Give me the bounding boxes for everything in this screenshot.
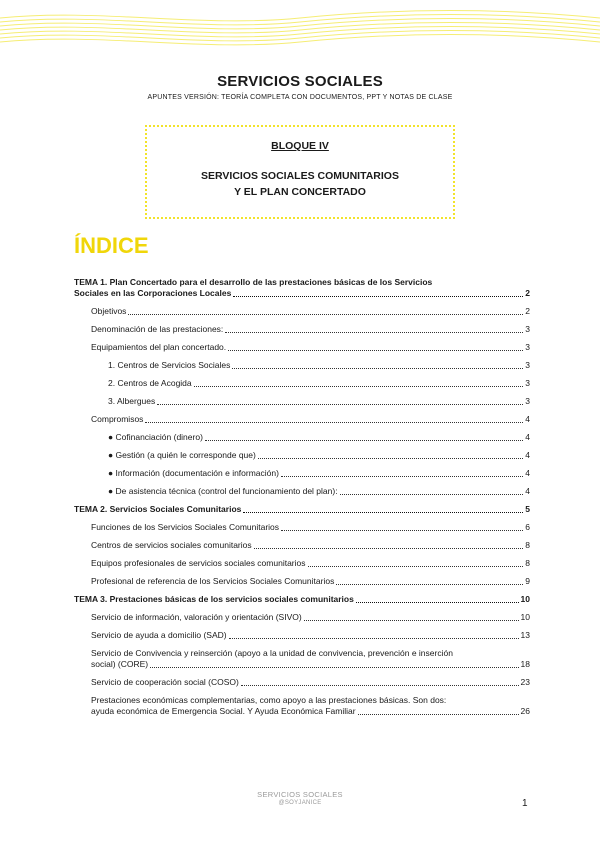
block-subtitle xyxy=(147,168,453,200)
toc-dot-leader xyxy=(229,638,519,639)
toc-entry-label: ● Gestión (a quién le corresponde que) xyxy=(108,450,256,460)
toc-page-number: 6 xyxy=(525,522,530,532)
toc-entry-label: ● Información (documentación e información) xyxy=(108,468,279,478)
toc-dot-leader xyxy=(194,386,524,387)
toc-page-number: 8 xyxy=(525,540,530,550)
toc-dot-leader xyxy=(232,368,523,369)
toc-dot-leader xyxy=(243,512,523,513)
toc-entry-centros-comunitarios[interactable] xyxy=(74,540,530,551)
toc-entry-label-line2: social) (CORE) xyxy=(91,659,149,669)
toc-entry-compromisos[interactable] xyxy=(74,414,530,425)
toc-dot-leader xyxy=(241,685,519,686)
toc-page-number: 8 xyxy=(525,558,530,568)
toc-page-number: 13 xyxy=(520,630,530,640)
toc-entry-informacion[interactable] xyxy=(74,468,530,479)
toc-entry-label: Objetivos xyxy=(91,306,127,316)
toc-page-number: 10 xyxy=(520,612,530,622)
toc-entry-label-line1: Servicio de Convivencia y reinserción (apoyo a la unidad de convivencia, prevención e inserción xyxy=(91,648,453,658)
toc-entry-tema3[interactable] xyxy=(74,594,530,605)
toc-entry-label: TEMA 3. Prestaciones básicas de los servicios sociales comunitarios xyxy=(74,594,354,604)
document-header xyxy=(0,73,600,101)
toc-entry-label: ● De asistencia técnica (control del funcionamiento del plan): xyxy=(108,486,338,496)
toc-dot-leader xyxy=(356,602,519,603)
toc-page-number: 3 xyxy=(525,360,530,370)
toc-dot-leader xyxy=(258,458,523,459)
toc-dot-leader xyxy=(358,714,519,715)
toc-entry-equipamientos[interactable] xyxy=(74,342,530,353)
toc-entry-label-line2: Sociales en las Corporaciones Locales xyxy=(74,288,232,298)
decorative-wave-header xyxy=(0,0,600,60)
toc-entry-label: Servicio de ayuda a domicilio (SAD) xyxy=(91,630,227,640)
block-heading: BLOQUE IV xyxy=(271,140,329,152)
toc-entry-label-line2: ayuda económica de Emergencia Social. Y Ayuda Económica Familiar xyxy=(91,706,356,716)
toc-entry-denominacion[interactable] xyxy=(74,324,530,335)
toc-entry-label: 1. Centros de Servicios Sociales xyxy=(108,360,231,370)
toc-entry-label: Equipamientos del plan concertado. xyxy=(91,342,227,352)
toc-dot-leader xyxy=(205,440,523,441)
toc-entry-cofinanciacion[interactable] xyxy=(74,432,530,443)
toc-dot-leader xyxy=(308,566,524,567)
toc-dot-leader xyxy=(128,314,523,315)
toc-entry-tema2[interactable] xyxy=(74,504,530,515)
toc-dot-leader xyxy=(228,350,523,351)
block-title-box xyxy=(145,125,455,219)
toc-page-number: 10 xyxy=(520,594,530,604)
toc-page-number: 2 xyxy=(525,288,530,298)
document-subtitle: APUNTES VERSIÓN: TEORÍA COMPLETA CON DOCUMENTOS, PPT Y NOTAS DE CLASE xyxy=(147,94,453,101)
toc-dot-leader xyxy=(304,620,519,621)
toc-entry-label: Compromisos xyxy=(91,414,144,424)
toc-dot-leader xyxy=(233,296,523,297)
toc-entry-label: Servicio de cooperación social (COSO) xyxy=(91,677,239,687)
toc-page-number: 3 xyxy=(525,324,530,334)
toc-entry-prestaciones[interactable] xyxy=(74,695,530,717)
page-footer xyxy=(0,790,600,806)
toc-entry-label: TEMA 2. Servicios Sociales Comunitarios xyxy=(74,504,242,514)
toc-entry-sad[interactable] xyxy=(74,630,530,641)
toc-entry-core[interactable] xyxy=(74,648,530,670)
toc-entry-funciones[interactable] xyxy=(74,522,530,533)
toc-page-number: 18 xyxy=(520,659,530,669)
footer-brand: SERVICIOS SOCIALES xyxy=(257,790,343,799)
toc-dot-leader xyxy=(336,584,523,585)
toc-entry-sivo[interactable] xyxy=(74,612,530,623)
toc-dot-leader xyxy=(145,422,523,423)
toc-entry-objetivos[interactable] xyxy=(74,306,530,317)
toc-page-number: 3 xyxy=(525,396,530,406)
index-heading: ÍNDICE xyxy=(74,233,149,258)
toc-page-number: 4 xyxy=(525,486,530,496)
toc-page-number: 2 xyxy=(525,306,530,316)
toc-page-number: 26 xyxy=(520,706,530,716)
toc-entry-coso[interactable] xyxy=(74,677,530,688)
toc-entry-label: 2. Centros de Acogida xyxy=(108,378,192,388)
toc-page-number: 4 xyxy=(525,468,530,478)
toc-entry-albergues[interactable] xyxy=(74,396,530,407)
toc-entry-label: Denominación de las prestaciones: xyxy=(91,324,224,334)
footer-username: @SOYJANICE xyxy=(278,800,322,806)
toc-entry-label-line1: Prestaciones económicas complementarias, como apoyo a las prestaciones básicas. Son dos: xyxy=(91,695,447,705)
block-subtitle-line2: Y EL PLAN CONCERTADO xyxy=(234,186,366,198)
toc-dot-leader xyxy=(225,332,523,333)
toc-entry-label: Equipos profesionales de servicios sociales comunitarios xyxy=(91,558,306,568)
toc-page-number: 4 xyxy=(525,414,530,424)
toc-dot-leader xyxy=(340,494,524,495)
toc-entry-label: ● Cofinanciación (dinero) xyxy=(108,432,203,442)
toc-page-number: 4 xyxy=(525,432,530,442)
toc-entry-label: 3. Albergues xyxy=(108,396,156,406)
toc-entry-gestion[interactable] xyxy=(74,450,530,461)
toc-dot-leader xyxy=(281,530,523,531)
toc-page-number: 3 xyxy=(525,342,530,352)
toc-page-number: 4 xyxy=(525,450,530,460)
toc-entry-label: Profesional de referencia de los Servicios Sociales Comunitarios xyxy=(91,576,335,586)
toc-page-number: 3 xyxy=(525,378,530,388)
toc-entry-tema1[interactable] xyxy=(74,277,530,299)
toc-page-number: 5 xyxy=(525,504,530,514)
toc-entry-label: Funciones de los Servicios Sociales Comunitarios xyxy=(91,522,280,532)
toc-entry-label: Servicio de información, valoración y orientación (SIVO) xyxy=(91,612,302,622)
block-subtitle-line1: SERVICIOS SOCIALES COMUNITARIOS xyxy=(201,170,399,182)
toc-dot-leader xyxy=(281,476,523,477)
table-of-contents xyxy=(74,277,530,717)
toc-entry-profesional[interactable] xyxy=(74,576,530,587)
page-number: 1 xyxy=(522,798,528,809)
toc-entry-label-line1: TEMA 1. Plan Concertado para el desarrollo de las prestaciones básicas de los Servicios xyxy=(74,277,433,287)
toc-entry-equipos[interactable] xyxy=(74,558,530,569)
toc-entry-asistencia[interactable] xyxy=(74,486,530,497)
document-title: SERVICIOS SOCIALES xyxy=(217,73,383,90)
toc-page-number: 23 xyxy=(520,677,530,687)
toc-entry-label: Centros de servicios sociales comunitarios xyxy=(91,540,252,550)
toc-entry-centros-ss[interactable] xyxy=(74,360,530,371)
toc-dot-leader xyxy=(150,667,518,668)
toc-dot-leader xyxy=(157,404,523,405)
toc-entry-centros-acogida[interactable] xyxy=(74,378,530,389)
toc-dot-leader xyxy=(254,548,524,549)
toc-page-number: 9 xyxy=(525,576,530,586)
